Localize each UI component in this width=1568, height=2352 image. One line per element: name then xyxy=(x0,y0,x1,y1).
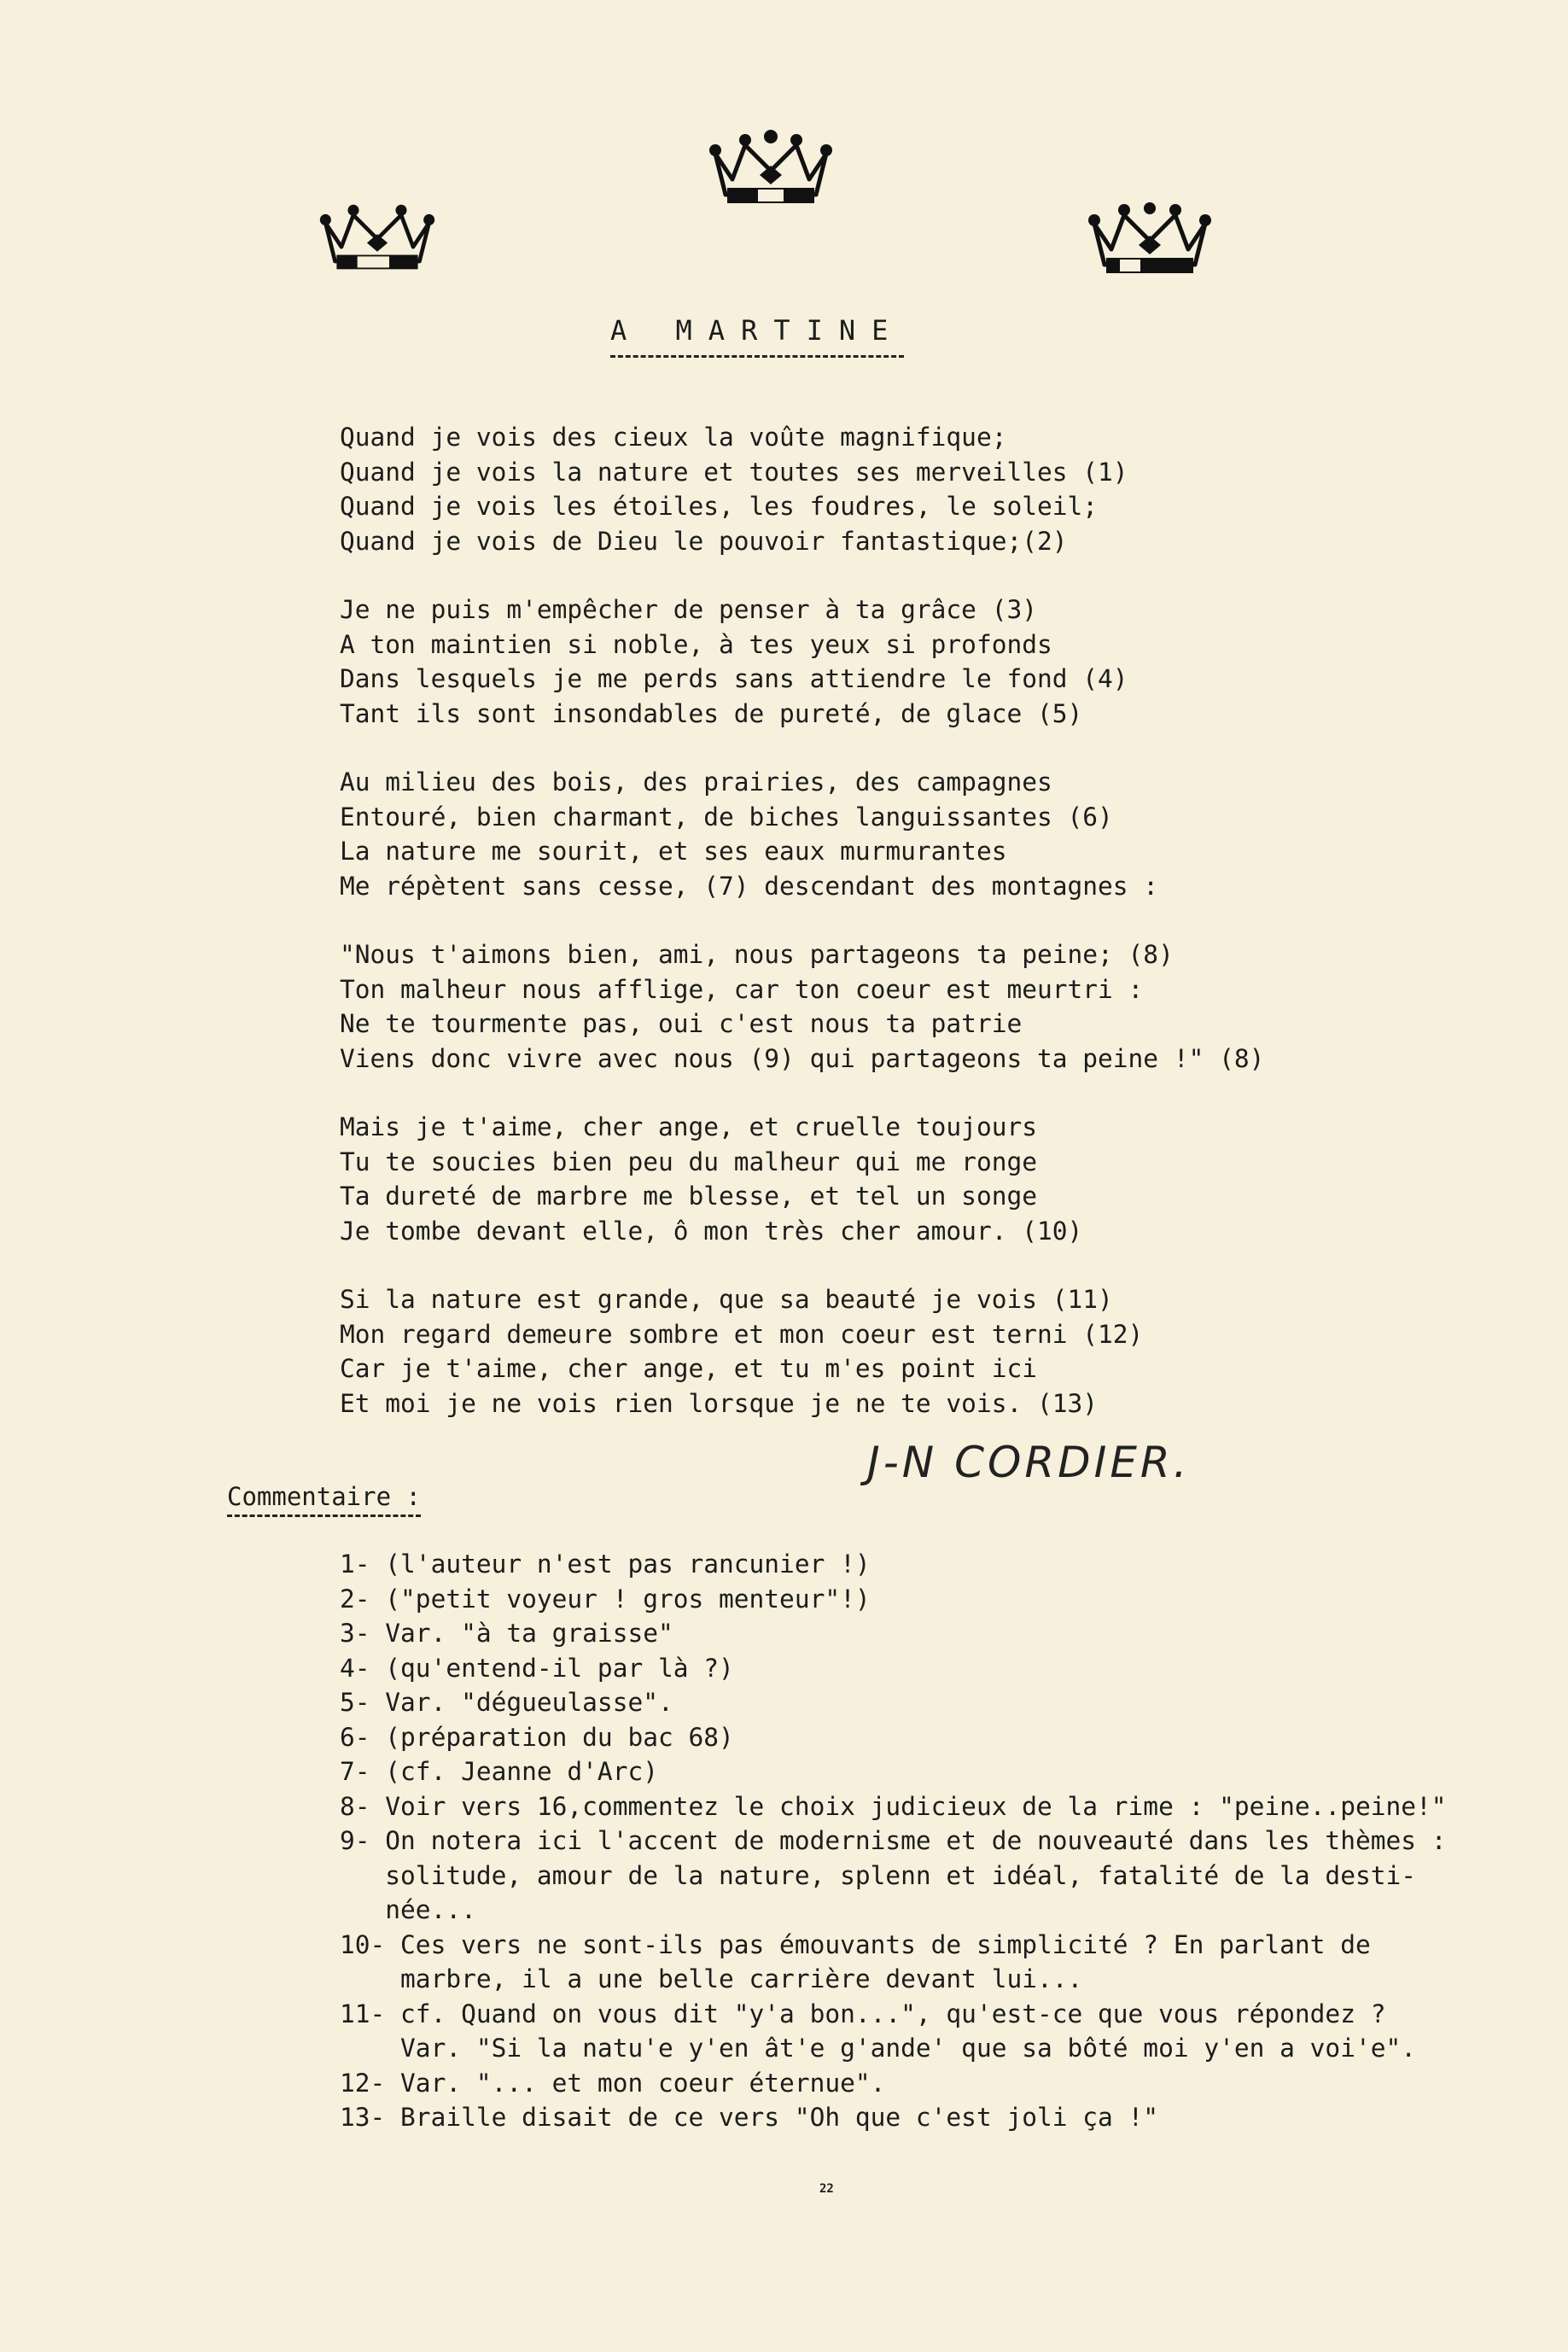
commentaire-item: 5- Var. "dégueulasse". xyxy=(340,1688,673,1717)
poem-line: Me répètent sans cesse, (7) descendant des montagnes : xyxy=(340,871,1159,901)
crown-icon xyxy=(707,128,835,210)
poem-line: Mais je t'aime, cher ange, et cruelle toujours xyxy=(340,1112,1037,1141)
poem-line: Quand je vois la nature et toutes ses merveilles (1) xyxy=(340,457,1128,487)
poem-line: Je tombe devant elle, ô mon très cher amour. (10) xyxy=(340,1216,1083,1246)
poem-line: Mon regard demeure sombre et mon coeur est terni (12) xyxy=(340,1319,1144,1349)
poem-line: Ne te tourmente pas, oui c'est nous ta patrie xyxy=(340,1009,1023,1038)
commentaire-item: née... xyxy=(340,1895,476,1924)
commentaire-item: 3- Var. "à ta graisse" xyxy=(340,1619,673,1648)
commentaire-item: 8- Voir vers 16,commentez le choix judicieux de la rime : "peine..peine!" xyxy=(340,1791,1447,1821)
commentaire-item: 2- ("petit voyeur ! gros menteur"!) xyxy=(340,1584,871,1614)
poem-line: Si la nature est grande, que sa beauté je vois (11) xyxy=(340,1285,1113,1314)
stanza xyxy=(340,1110,1279,1248)
poem-line: Viens donc vivre avec nous (9) qui partageons ta peine !" (8) xyxy=(340,1043,1265,1073)
commentaire-item: Var. "Si la natu'e y'en ât'e g'ande' que sa bôté moi y'en a voi'e". xyxy=(340,2034,1416,2063)
poem-line: Tu te soucies bien peu du malheur qui me ronge xyxy=(340,1147,1037,1176)
poem-line: Tant ils sont insondables de pureté, de glace (5) xyxy=(340,698,1083,728)
poem-title: A MARTINE xyxy=(610,314,904,358)
commentaire-item: 6- (préparation du bac 68) xyxy=(340,1722,734,1752)
crown-icon xyxy=(1086,198,1214,280)
poem-line: Quand je vois des cieux la voûte magnifique; xyxy=(340,423,1007,452)
stanza xyxy=(340,765,1279,903)
commentaire-item: 12- Var. "... et mon coeur éternue". xyxy=(340,2068,886,2098)
poem-line: A ton maintien si noble, à tes yeux si profonds xyxy=(340,629,1052,659)
poem-line: "Nous t'aimons bien, ami, nous partageons ta peine; (8) xyxy=(340,940,1174,969)
commentaire-item: 7- (cf. Jeanne d'Arc) xyxy=(340,1757,658,1786)
poem-line: Car je t'aime, cher ange, et tu m'es point ici xyxy=(340,1354,1037,1383)
poem-line: Et moi je ne vois rien lorsque je ne te vois. (13) xyxy=(340,1388,1099,1418)
crown-icon xyxy=(318,198,437,277)
commentaire-item: solitude, amour de la nature, splenn et idéal, fatalité de la desti- xyxy=(340,1860,1416,1890)
commentaire-item: 4- (qu'entend-il par là ?) xyxy=(340,1653,734,1683)
commentaire-item: 1- (l'auteur n'est pas rancunier !) xyxy=(340,1550,871,1579)
page-number: 22 xyxy=(819,2182,834,2196)
stanza xyxy=(340,1282,1279,1421)
poem-line: Au milieu des bois, des prairies, des campagnes xyxy=(340,767,1052,797)
handwritten-signature: J-N CORDIER. xyxy=(867,1438,1191,1487)
commentaire-item: 13- Braille disait de ce vers "Oh que c'est joli ça !" xyxy=(340,2103,1159,2132)
commentaire-heading: Commentaire : xyxy=(227,1482,421,1517)
poem-line: La nature me sourit, et ses eaux murmurantes xyxy=(340,837,1007,866)
commentaire-item: marbre, il a une belle carrière devant lui... xyxy=(340,1964,1083,1993)
commentaire-list xyxy=(340,1547,1535,2135)
stanza xyxy=(340,592,1279,731)
commentaire-item: 11- cf. Quand on vous dit "y'a bon...", qu'est-ce que vous répondez ? xyxy=(340,1999,1386,2028)
poem-line: Quand je vois les étoiles, les foudres, le soleil; xyxy=(340,492,1099,521)
stanza xyxy=(340,937,1279,1076)
poem-line: Quand je vois de Dieu le pouvoir fantastique;(2) xyxy=(340,526,1068,556)
stanza xyxy=(340,420,1279,558)
poem xyxy=(340,420,1279,1455)
commentaire-item: 10- Ces vers ne sont-ils pas émouvants de simplicité ? En parlant de xyxy=(340,1929,1371,1959)
poem-line: Ta dureté de marbre me blesse, et tel un songe xyxy=(340,1182,1037,1211)
poem-line: Dans lesquels je me perds sans attiendre le fond (4) xyxy=(340,664,1128,693)
poem-line: Je ne puis m'empêcher de penser à ta grâce (3) xyxy=(340,595,1037,624)
poem-line: Entouré, bien charmant, de biches languissantes (6) xyxy=(340,802,1113,832)
commentaire-item: 9- On notera ici l'accent de modernisme et de nouveauté dans les thèmes : xyxy=(340,1826,1447,1855)
poem-line: Ton malheur nous afflige, car ton coeur est meurtri : xyxy=(340,974,1144,1004)
